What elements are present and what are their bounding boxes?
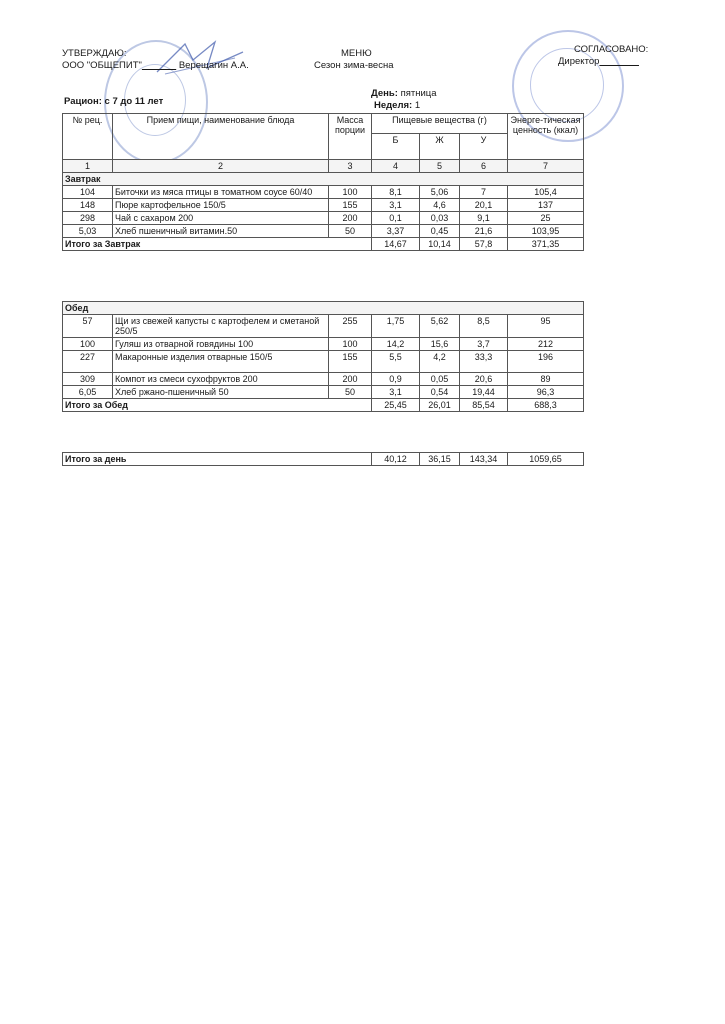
section-title: Обед [63,302,584,315]
total-kcal: 688,3 [508,399,584,412]
b-cell: 0,9 [372,373,420,386]
u-cell: 9,1 [460,212,508,225]
dish-cell: Гуляш из отварной говядины 100 [113,338,329,351]
dish-cell: Щи из свежей капусты с картофелем и сметаной 250/5 [113,315,329,338]
total-label: Итого за Обед [63,399,372,412]
week-line [374,100,420,112]
col-zh: Ж [420,134,460,160]
u-cell: 20,1 [460,199,508,212]
mass-cell: 50 [329,225,372,238]
kcal-cell: 89 [508,373,584,386]
u-cell: 8,5 [460,315,508,338]
col-number: 1 [63,160,113,173]
season: Сезон зима-весна [314,60,394,71]
total-row [63,238,584,251]
kcal-cell: 103,95 [508,225,584,238]
kcal-cell: 25 [508,212,584,225]
day-total-zh: 36,15 [420,453,460,466]
kcal-cell: 137 [508,199,584,212]
signature-mark [155,38,245,78]
col-energy: Энерге-тическая ценность (ккал) [508,114,584,160]
b-cell: 0,1 [372,212,420,225]
day-label: День: [371,88,398,99]
day-line [371,88,436,100]
total-u: 57,8 [460,238,508,251]
table-row [63,199,584,212]
org-signer: Верещагин А.А. [178,60,249,71]
week-value: 1 [414,100,421,111]
b-cell: 1,75 [372,315,420,338]
total-row [63,399,584,412]
col-b: Б [372,134,420,160]
total-kcal: 371,35 [508,238,584,251]
col-number: 6 [460,160,508,173]
day-total-b: 40,12 [372,453,420,466]
total-u: 85,54 [460,399,508,412]
col-rec-no: № рец. [63,114,113,160]
col-nutrients: Пищевые вещества (г) [372,114,508,134]
kcal-cell: 196 [508,351,584,373]
rec-cell: 104 [63,186,113,199]
org-line [62,60,249,72]
col-dish: Прием пищи, наименование блюда [113,114,329,160]
mass-cell: 100 [329,186,372,199]
day-total-row [63,453,584,466]
kcal-cell: 105,4 [508,186,584,199]
rec-cell: 227 [63,351,113,373]
director-signature-line [599,56,639,67]
table-row [63,351,584,373]
col-number: 3 [329,160,372,173]
kcal-cell: 212 [508,338,584,351]
table-row [63,373,584,386]
u-cell: 21,6 [460,225,508,238]
zh-cell: 0,54 [420,386,460,399]
director-label: Директор [558,56,600,67]
b-cell: 3,37 [372,225,420,238]
rec-cell: 57 [63,315,113,338]
b-cell: 3,1 [372,386,420,399]
table-row [63,338,584,351]
total-label: Итого за Завтрак [63,238,372,251]
kcal-cell: 95 [508,315,584,338]
total-b: 14,67 [372,238,420,251]
col-number: 4 [372,160,420,173]
dish-cell: Пюре картофельное 150/5 [113,199,329,212]
dish-cell: Биточки из мяса птицы в томатном соусе 60/40 [113,186,329,199]
org-signature-line [142,60,176,71]
table-row [63,212,584,225]
col-mass: Масса порции [329,114,372,160]
u-cell: 20,6 [460,373,508,386]
section-title: Завтрак [63,173,584,186]
mass-cell: 50 [329,386,372,399]
zh-cell: 0,03 [420,212,460,225]
lunch-table [62,301,584,412]
menu-title: МЕНЮ [341,48,372,59]
rec-cell: 100 [63,338,113,351]
table-row [63,315,584,338]
week-label: Неделя: [374,100,413,111]
kcal-cell: 96,3 [508,386,584,399]
day-value: пятница [400,88,437,99]
rec-cell: 298 [63,212,113,225]
col-u: У [460,134,508,160]
approved-label: УТВЕРЖДАЮ: [62,48,127,59]
rec-cell: 6,05 [63,386,113,399]
agreed-label: СОГЛАСОВАНО: [574,44,649,55]
zh-cell: 15,6 [420,338,460,351]
ration: Рацион: с 7 до 11 лет [64,96,164,107]
u-cell: 3,7 [460,338,508,351]
table-row [63,386,584,399]
b-cell: 5,5 [372,351,420,373]
col-number: 2 [113,160,329,173]
rec-cell: 148 [63,199,113,212]
rec-cell: 5,03 [63,225,113,238]
u-cell: 33,3 [460,351,508,373]
dish-cell: Макаронные изделия отварные 150/5 [113,351,329,373]
mass-cell: 100 [329,338,372,351]
dish-cell: Хлеб ржано-пшеничный 50 [113,386,329,399]
mass-cell: 255 [329,315,372,338]
dish-cell: Чай с сахаром 200 [113,212,329,225]
zh-cell: 4,6 [420,199,460,212]
dish-cell: Компот из смеси сухофруктов 200 [113,373,329,386]
total-b: 25,45 [372,399,420,412]
zh-cell: 0,05 [420,373,460,386]
dish-cell: Хлеб пшеничный витамин.50 [113,225,329,238]
table-row [63,186,584,199]
col-number: 7 [508,160,584,173]
col-number: 5 [420,160,460,173]
day-total-table [62,452,584,466]
org-name: ООО "ОБЩЕПИТ" [62,60,142,71]
b-cell: 3,1 [372,199,420,212]
director-line [558,56,639,68]
u-cell: 19,44 [460,386,508,399]
mass-cell: 155 [329,351,372,373]
day-total-kcal: 1059,65 [508,453,584,466]
u-cell: 7 [460,186,508,199]
zh-cell: 5,62 [420,315,460,338]
zh-cell: 0,45 [420,225,460,238]
mass-cell: 155 [329,199,372,212]
day-total-label: Итого за день [63,453,372,466]
b-cell: 14,2 [372,338,420,351]
zh-cell: 5,06 [420,186,460,199]
day-total-u: 143,34 [460,453,508,466]
rec-cell: 309 [63,373,113,386]
mass-cell: 200 [329,373,372,386]
table-row [63,225,584,238]
zh-cell: 4,2 [420,351,460,373]
breakfast-table [62,113,584,251]
total-zh: 26,01 [420,399,460,412]
b-cell: 8,1 [372,186,420,199]
mass-cell: 200 [329,212,372,225]
total-zh: 10,14 [420,238,460,251]
